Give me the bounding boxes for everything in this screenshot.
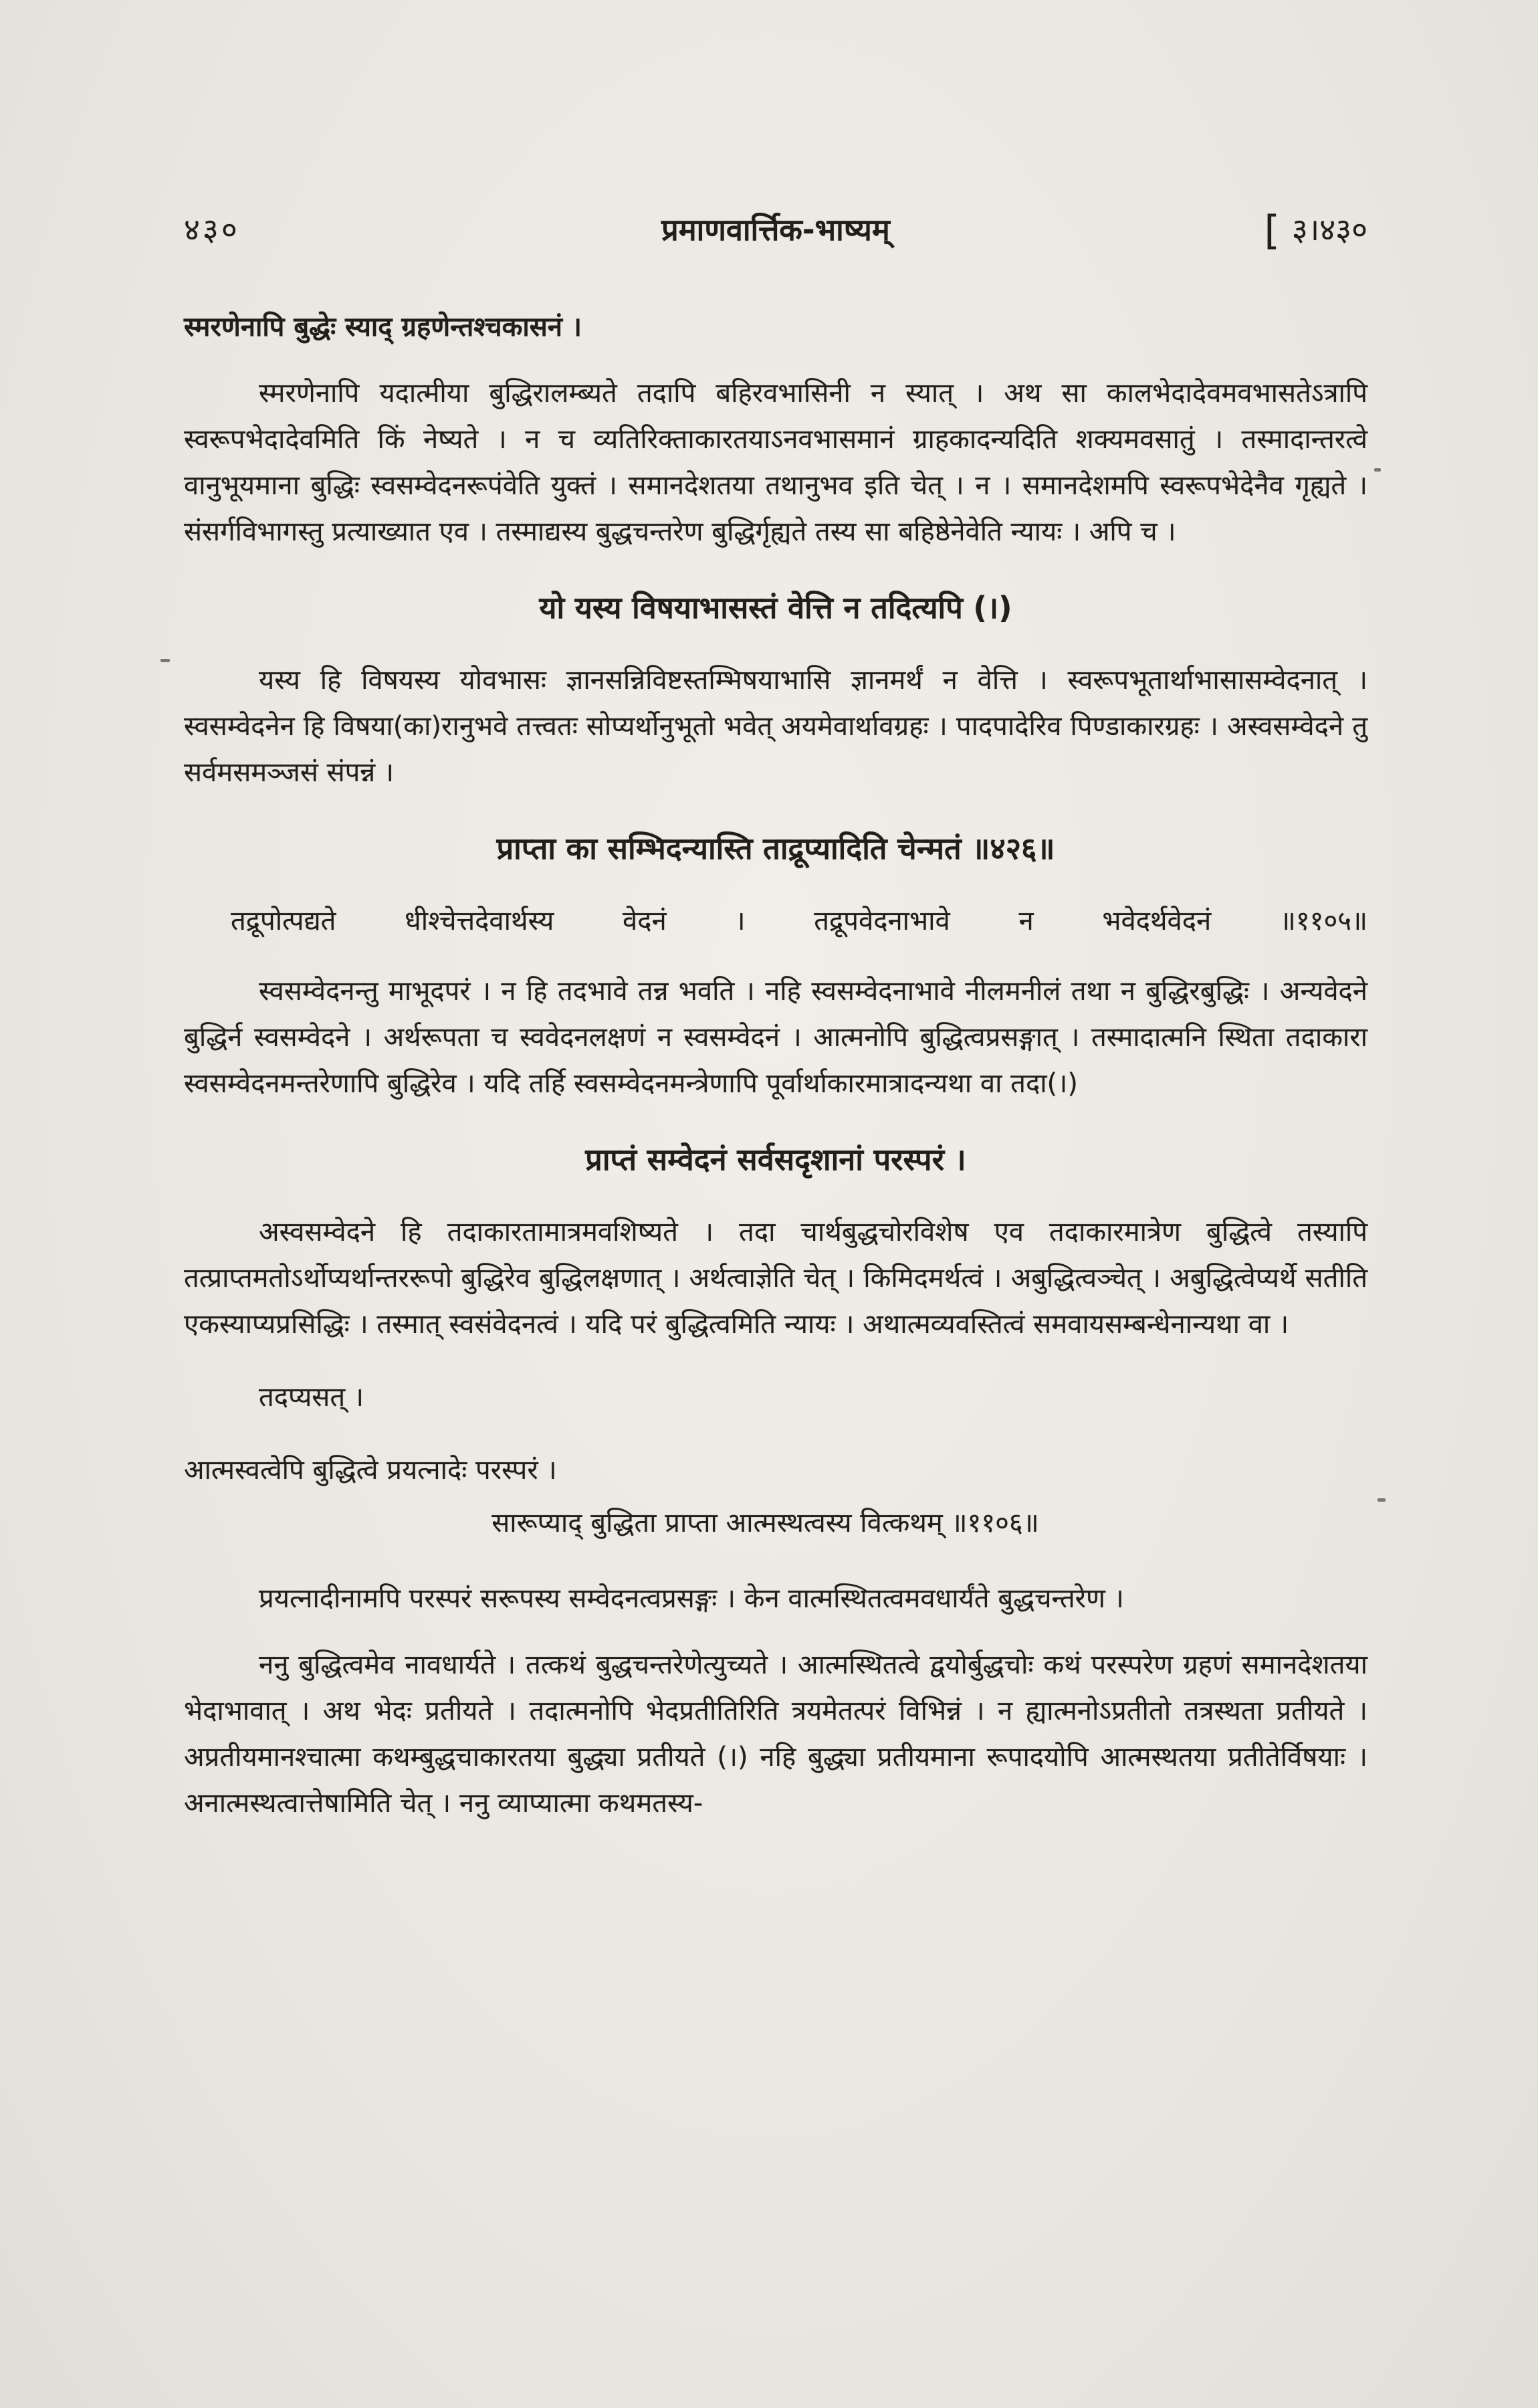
commentary-paragraph: ननु बुद्धित्वमेव नावधार्यते । तत्कथं बुद्धचन्तरेणेत्युच्यते । आत्मस्थितत्वे द्वयोर्बुद्धचोः कथं परस्परेण ग्रहणं समानदेशतया भेदाभावात् । अथ भेदः प्रतीयते । तदात्मनोपि भेदप्रतीतिरिति त्रयमेतत्परं विभिन्नं । न ह्यात्मनोऽप्रतीतो तत्रस्थता प्रतीयते । अप्रतीयमानश्चात्मा कथम्बुद्धचाकारतया बुद्ध्या प्रतीयते (।) नहि बुद्ध्या प्रतीयमाना रूपादयोपि आत्मस्थतया प्रतीतेर्विषयाः । अनात्मस्थत्वात्तेषामिति चेत् । ननु व्याप्यात्मा कथमतस्य- [184,1649,1367,1819]
folio-number: ३।४३० [1291,211,1367,247]
running-title: प्रमाणवार्त्तिक-भाष्यम् [661,212,890,247]
verse-half-line-numbered: सारूप्याद् बुद्धिता प्राप्ता आत्मस्थत्वस्य वित्कथम् ॥११०६॥ [491,1508,1039,1538]
running-header [184,207,1367,254]
commentary-paragraph: स्मरणेनापि यदात्मीया बुद्धिरालम्ब्यते तदापि बहिरवभासिनी न स्यात् । अथ सा कालभेदादेवमवभासतेऽत्रापि स्वरूपभेदादेवमिति किं नेष्यते । न च व्यतिरिक्ताकारतयाऽनवभासमानं ग्राहकादन्यदिति शक्यमवसातुं । तस्मादान्तरत्वे वानुभूयमाना बुद्धिः स्वसम्वेदनरूपंवेति युक्तं । समानदेशतया तथानुभव इति चेत् । न । समानदेशमपि स्वरूपभेदेनैव गृह्यते । संसर्गविभागस्तु प्रत्याख्यात एव । तस्माद्यस्य बुद्धचन्तरेण बुद्धिर्गृह्यते तस्य सा बहिष्ठेनेवेति न्यायः । अपि च । [184,378,1367,547]
karika-verse: यो यस्य विषयाभासस्तं वेत्ति न तदित्यपि (।) [539,590,1012,625]
mula-verse-line: स्मरणेनापि बुद्धेः स्याद् ग्रहणेन्तश्चकासनं । [184,312,582,342]
commentary-paragraph: यस्य हि विषयस्य योवभासः ज्ञानसन्निविष्टस्तम्भिषयाभासि ज्ञानमर्थं न वेत्ति । स्वरूपभूतार्थाभासासम्वेदनात् । स्वसम्वेदनेन हि विषया(का)रानुभवे तत्त्वतः सोप्यर्थोनुभूतो भवेत् अयमेवार्थावग्रहः । पादपादेरिव पिण्डाकारग्रहः । अस्वसम्वेदने तु सर्वमसमञ्जसं संपन्नं । [184,665,1367,788]
commentary-paragraph: अस्वसम्वेदने हि तदाकारतामात्रमवशिष्यते । तदा चार्थबुद्धचोरविशेष एव तदाकारमात्रेण बुद्धित्वे तस्यापि तत्प्राप्तमतोऽर्थोप्यर्थान्तररूपो बुद्धिरेव बुद्धिलक्षणात् । अर्थत्वाज्ञेति चेत् । किमिदमर्थत्वं । अबुद्धित्वञ्चेत् । अबुद्धित्वेप्यर्थे सतीति एकस्याप्यप्रसिद्धिः । तस्मात् स्वसंवेदनत्वं । यदि परं बुद्धित्वमिति न्यायः । अथात्मव्यवस्तित्वं समवायसम्बन्धेनान्यथा वा । [184,1217,1367,1340]
commentary-paragraph: प्रयत्नादीनामपि परस्परं सरूपस्य सम्वेदनत्वप्रसङ्गः । केन वात्मस्थितत्वमवधार्यंते बुद्धचन्तरेण । [259,1583,1124,1614]
scan-artifact [160,659,170,662]
scan-artifact [1374,468,1381,472]
folio-bracket: [ [1264,207,1280,254]
commentary-paragraph: स्वसम्वेदनन्तु माभूदपरं । न हि तदभावे तन्न भवति । नहि स्वसम्वेदनाभावे नीलमनीलं तथा न बुद्धिरबुद्धिः । अन्यवेदने बुद्धिर्न स्वसम्वेदने । अर्थरूपता च स्ववेदनलक्षणं न स्वसम्वेदनं । आत्मनोपि बुद्धित्वप्रसङ्गात् । तस्मादात्मनि स्थिता तदाकारा स्वसम्वेदनमन्तरेणापि बुद्धिरेव । यदि तर्हि स्वसम्वेदनमन्त्रेणापि पूर्वार्थाकारमात्रादन्यथा वा तदा(।) [184,976,1367,1099]
scan-artifact [1378,1498,1386,1502]
shloka-line: तद्रूपोत्पद्यते धीश्चेत्तदेवार्थस्य वेदनं । तद्रूपवेदनाभावे न भवेदर्थवेदनं ॥११०५॥ [231,906,1367,936]
verse-half-line: आत्मस्वत्वेपि बुद्धित्वे प्रयत्नादेः परस्परं । [184,1455,557,1486]
karika-verse: प्राप्तं सम्वेदनं सर्वसदृशानां परस्परं । [585,1142,966,1177]
karika-verse-numbered: प्राप्ता का सम्भिदन्यास्ति ताद्रूप्यादिति चेन्मतं ॥४२६॥ [496,831,1055,866]
short-statement: तदप्यसत् । [259,1382,364,1413]
text-body [184,304,1367,1827]
folio-reference [1154,207,1367,254]
page-number: ४३० [184,211,240,247]
